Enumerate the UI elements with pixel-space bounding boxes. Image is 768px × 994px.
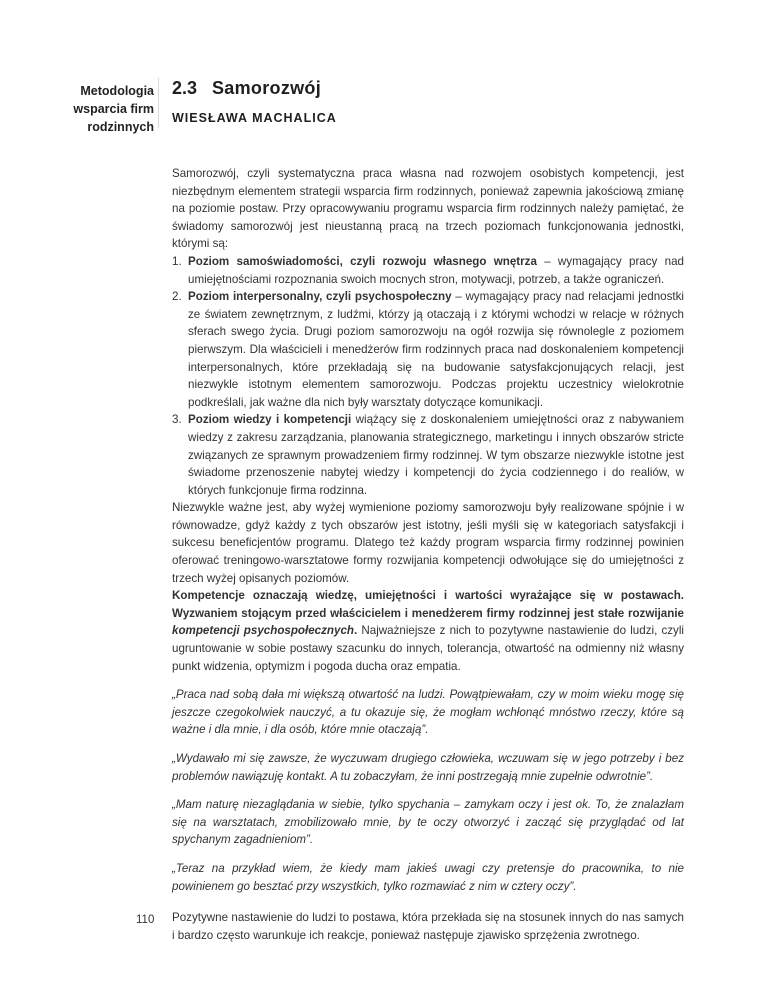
level-text: – wymagający pracy nad umiejętnościami rozpoznania swoich mocnych stron, motywacji, potrzeb, a także ograniczeń. bbox=[188, 254, 684, 286]
level-title: Poziom interpersonalny, czyli psychospołeczny bbox=[188, 290, 452, 304]
section-number: 2.3 bbox=[172, 78, 198, 98]
running-sidebar bbox=[40, 82, 154, 136]
sidebar-line: wsparcia firm bbox=[73, 102, 154, 116]
list-number: 1. bbox=[172, 254, 182, 268]
intro-paragraph: Samorozwój, czyli systematyczna praca własna nad rozwojem osobistych kompetencji, jest niezbędnym elementem strategii wsparcia firm rodzinnych, ponieważ zapewnia jakościową zmianę na poziomie postaw. Przy opracowywaniu programu wsparcia firm rodzinnych należy pamiętać, że świadomy samorozwój jest nieustanną pracą na trzech poziomach funkcjonowania jednostki, którymi są: bbox=[172, 167, 684, 251]
quote: „Praca nad sobą dała mi większą otwartość na ludzi. Powątpiewałam, czy w moim wieku mogę się jeszcze czegokolwiek nauczyć, a tu okazuje się, że mogłam wchłonąć mnóstwo rzeczy, które są ważne i dla mnie, i dla osób, które mnie otaczają”. bbox=[172, 688, 684, 737]
list-number: 3. bbox=[172, 413, 182, 427]
levels-list bbox=[172, 253, 684, 499]
bold-italic-text: kompetencji psychospołecznych bbox=[172, 624, 354, 638]
sidebar-line: rodzinnych bbox=[87, 120, 154, 134]
level-title: Poziom samoświadomości, czyli rozwoju własnego wnętrza bbox=[188, 254, 537, 268]
level-title: Poziom wiedzy i kompetencji bbox=[188, 413, 352, 427]
author-name: WIESŁAWA MACHALICA bbox=[172, 111, 337, 125]
bold-text: Kompetencje oznaczają wiedzę, umiejętności i wartości wyrażające się w postawach. Wyzwaniem stojącym przed właścicielem i menedżerem firmy rodzinnej jest stałe rozwijanie bbox=[172, 589, 684, 620]
bold-text: . bbox=[353, 624, 358, 638]
quote: „Teraz na przykład wiem, że kiedy mam jakieś uwagi czy pretensje do pracownika, to nie powinienem go besztać przy wszystkich, tylko rozmawiać z nim w cztery oczy”. bbox=[172, 861, 684, 893]
main-content bbox=[172, 165, 684, 944]
list-item bbox=[172, 253, 684, 288]
level-text: – wymagający pracy nad relacjami jednostki ze światem zewnętrznym, z ludźmi, którzy ją otaczają i z którymi wchodzi w relacje w różnych sferach swego życia. Drugi poziom samorozwoju na ogół rozwija się równolegle z poziomem pierwszym. Dla właścicieli i menedżerów firm rodzinnych praca nad doskonaleniem kompetencji interpersonalnych, które przekładają się na budowanie satysfakcjonujących relacji, jest niezwykle istotnym elementem samorozwoju. Podczas projektu uczestnicy wielokrotnie podkreślali, jak ważne dla nich były warsztaty dotyczące komunikacji. bbox=[188, 290, 684, 409]
list-number: 2. bbox=[172, 290, 182, 304]
competence-paragraph bbox=[172, 587, 684, 675]
quote: „Wydawało mi się zawsze, że wyczuwam drugiego człowieka, wczuwam się w jego potrzeby i bez problemów nawiązuję kontakt. A tu zobaczyłam, że inni postrzegają mnie zupełnie odwrotnie”. bbox=[172, 752, 684, 783]
paragraph-text: Najważniejsze z nich to pozytywne nastawienie do ludzi, czyli ugruntowanie w sobie postawy szacunku do innych, tolerancja, otwartość na odmienny niż własny punkt widzenia, optymizm i pogoda ducha oraz empatia. bbox=[172, 624, 684, 673]
page-number: 110 bbox=[136, 914, 155, 926]
closing-paragraph: Pozytywne nastawienie do ludzi to postawa, która przekłada się na stosunek innych do nas samych i bardzo często warunkuje ich reakcje, ponieważ następuje zjawisko sprzężenia zwrotnego. bbox=[172, 911, 684, 942]
section-title: Samorozwój bbox=[212, 78, 322, 98]
level-text: wiążący się z doskonaleniem umiejętności oraz z nabywaniem wiedzy z zakresu zarządzania, planowania strategicznego, marketingu i innych obszarów stricte związanych ze sprawnym prowadzeniem firmy rodzinnej. W tym obszarze niezwykle istotne jest świadome przenoszenie nabytej wiedzy i kompetencji do życia codziennego i do realiów, w których funkcjonuje firma rodzinna. bbox=[188, 413, 684, 497]
paragraph: Niezwykle ważne jest, aby wyżej wymienione poziomy samorozwoju były realizowane spójnie i w równowadze, gdyż każdy z tych obszarów jest istotny, jeśli myśli się w kategoriach satysfakcji i sukcesu beneficjentów programu. Dlatego też każdy program wsparcia firmy rodzinnej powinien oferować treningowo-warsztatowe formy rozwijania kompetencji odwołujące się do umiejętności z trzech wyżej opisanych poziomów. bbox=[172, 501, 684, 585]
sidebar-line: Metodologia bbox=[80, 84, 154, 98]
quote: „Mam naturę niezaglądania w siebie, tylko spychania – zamykam oczy i jest ok. To, że znalazłam się na warsztatach, zmobilizowało mnie, by te oczy otworzyć i zacząć się przyglądać od lat spychanym zagadnieniom”. bbox=[172, 798, 684, 847]
sidebar-divider bbox=[158, 78, 159, 128]
list-item bbox=[172, 288, 684, 411]
list-item bbox=[172, 411, 684, 499]
